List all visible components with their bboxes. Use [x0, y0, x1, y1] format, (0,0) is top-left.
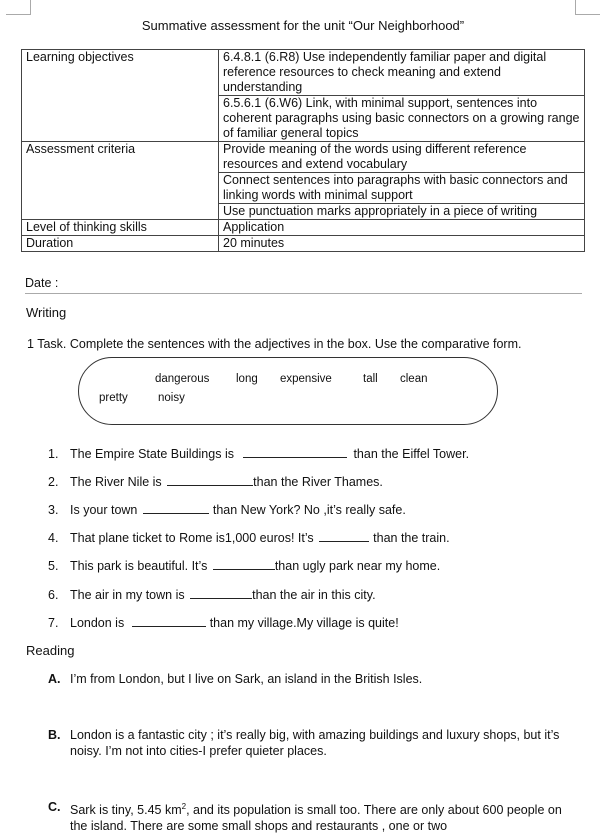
answer-blank[interactable] [143, 502, 209, 514]
sentence-start: London is [70, 616, 125, 630]
sentence-item [48, 615, 399, 630]
answer-blank[interactable] [190, 587, 252, 599]
document-title: Summative assessment for the unit “Our Neighborhood” [141, 18, 465, 33]
paragraph-text-part: , and its population is small too. There are only about 600 people on the island. There are some small shops and restaurants , one or two [70, 803, 562, 834]
word-box [78, 357, 498, 425]
paragraph-letter: C. [48, 800, 61, 814]
sentence-start: The River Nile is [70, 475, 162, 489]
sentence-item [48, 530, 450, 545]
sentence-item [48, 558, 440, 573]
word-box-item: noisy [158, 392, 185, 404]
sentence-end: than New York? No ,it’s really safe. [212, 503, 406, 517]
writing-task-instruction: 1 Task. Complete the sentences with the adjectives in the box. Use the comparative form. [27, 337, 522, 351]
paragraph-letter: A. [48, 672, 61, 686]
sentence-number: 1. [48, 447, 59, 461]
sentence-item [48, 502, 406, 517]
sentence-number: 6. [48, 588, 59, 602]
sentence-item [48, 587, 376, 602]
word-box-item: clean [400, 373, 428, 385]
sentence-end: than the River Thames. [253, 475, 383, 489]
sentence-start: This park is beautiful. It’s [70, 559, 208, 573]
crop-mark-top-left [6, 0, 31, 15]
paragraph-text: London is a fantastic city ; it’s really big, with amazing buildings and luxury shops, but it’s noisy. I’m not into cities-I prefer quieter places. [70, 728, 560, 758]
assessment-criterion-3: Use punctuation marks appropriately in a piece of writing [219, 204, 585, 220]
duration-label: Duration [22, 236, 219, 252]
sentence-start: The air in my town is [70, 588, 185, 602]
answer-blank[interactable] [213, 558, 275, 570]
sentence-item [48, 446, 469, 461]
sentence-number: 5. [48, 559, 59, 573]
word-box-item: dangerous [155, 373, 210, 385]
sentence-number: 7. [48, 616, 59, 630]
crop-mark-top-right [575, 0, 600, 15]
learning-objectives-label: Learning objectives [22, 50, 219, 142]
answer-blank[interactable] [243, 446, 347, 458]
word-box-item: tall [363, 373, 378, 385]
writing-heading: Writing [26, 305, 67, 320]
sentence-number: 2. [48, 475, 59, 489]
sentence-start: The Empire State Buildings is [70, 447, 234, 461]
word-box-item: pretty [99, 392, 128, 404]
sentence-end: than the Eiffel Tower. [353, 447, 470, 461]
reading-paragraph-b [48, 727, 568, 759]
paragraph-text: I’m from London, but I live on Sark, an island in the British Isles. [70, 672, 423, 686]
answer-blank[interactable] [319, 530, 369, 542]
answer-blank[interactable] [132, 615, 206, 627]
reading-heading: Reading [26, 643, 75, 658]
date-field: Date : [25, 276, 582, 294]
assessment-criteria-label: Assessment criteria [22, 142, 219, 220]
paragraph-text [70, 799, 568, 834]
assessment-criterion-2: Connect sentences into paragraphs with basic connectors and linking words with minimal support [219, 173, 585, 204]
sentence-start: That plane ticket to Rome is1,000 euros! It’s [70, 531, 314, 545]
sentence-end: than ugly park near my home. [274, 559, 441, 573]
reading-paragraph-a [48, 671, 568, 687]
paragraph-letter: B. [48, 728, 61, 742]
learning-objective-1: 6.4.8.1 (6.R8) Use independently familiar paper and digital reference resources to check meaning and extend understanding [219, 50, 585, 96]
sentence-number: 3. [48, 503, 59, 517]
assessment-criterion-1: Provide meaning of the words using different reference resources and extend vocabulary [219, 142, 585, 173]
sentence-number: 4. [48, 531, 59, 545]
sentence-item [48, 474, 383, 489]
word-box-item: long [236, 373, 258, 385]
sentence-start: Is your town [70, 503, 138, 517]
sentence-end: than the train. [373, 531, 450, 545]
reading-paragraph-c [48, 799, 568, 834]
superscript: 2 [181, 802, 187, 811]
thinking-skills-label: Level of thinking skills [22, 220, 219, 236]
duration-value: 20 minutes [219, 236, 585, 252]
paragraph-text-part: Sark is tiny, 5.45 km [70, 803, 182, 818]
learning-objective-2: 6.5.6.1 (6.W6) Link, with minimal support, sentences into coherent paragraphs using basic connectors on a growing range of familiar general topics [219, 96, 585, 142]
assessment-info-table [21, 49, 585, 252]
sentence-end: than the air in this city. [252, 588, 376, 602]
sentence-end: than my village.My village is quite! [209, 616, 399, 630]
answer-blank[interactable] [167, 474, 253, 486]
word-box-item: expensive [280, 373, 332, 385]
thinking-skills-value: Application [219, 220, 585, 236]
